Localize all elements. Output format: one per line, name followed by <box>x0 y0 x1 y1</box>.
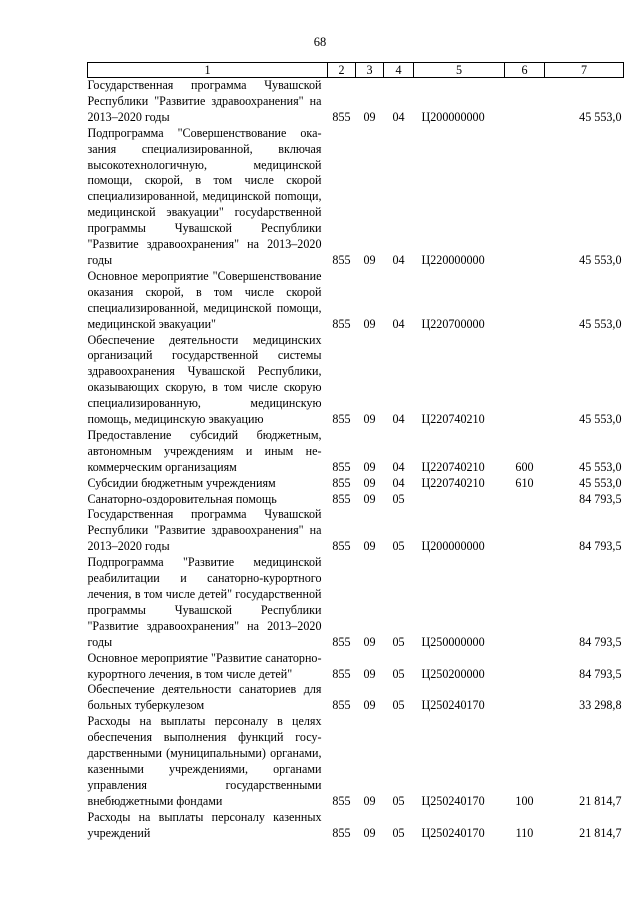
row-expense-type <box>505 126 545 269</box>
row-target-article: Ц250240170 <box>421 793 485 808</box>
table-row <box>88 476 624 492</box>
row-target-article: Ц250240170 <box>421 825 485 840</box>
row-name: Санаторно-оздоровительная помощь <box>87 491 277 506</box>
page-number: 68 <box>313 35 327 49</box>
column-header-6: 6 <box>505 63 545 78</box>
table-row <box>88 269 624 333</box>
row-subsection-code: 04 <box>392 459 405 474</box>
row-amount: 45 553,0 <box>579 412 622 427</box>
row-subsection-code: 04 <box>392 412 405 427</box>
row-name: Обеспечение деятельности санаториев для больных туберкулезом <box>87 682 322 713</box>
row-amount: 84 793,5 <box>579 666 622 681</box>
row-subsection-code: 04 <box>392 109 405 124</box>
row-target-article: Ц220000000 <box>421 252 485 267</box>
row-expense-type <box>505 651 545 683</box>
row-name: Государственная программа Чувашской Республики "Развитие здравоохранения" на 2013–2020 годы <box>87 78 322 124</box>
row-target-article: Ц200000000 <box>421 109 485 124</box>
row-subsection-code: 05 <box>392 825 405 840</box>
row-amount: 84 793,5 <box>579 491 622 506</box>
row-ministry-code: 855 <box>332 252 351 267</box>
table-row <box>88 651 624 683</box>
budget-table <box>87 62 624 842</box>
table-row <box>88 492 624 508</box>
row-section-code: 09 <box>363 634 376 649</box>
row-target-article: Ц250000000 <box>421 634 485 649</box>
row-expense-type <box>505 492 545 508</box>
row-expense-type <box>505 269 545 333</box>
row-name: Предоставление субсидий бюджетным, автономным учреждениям и иным некоммерческим организациям <box>87 427 322 474</box>
row-name: Расходы на выплаты персоналу в целях обеспечения выполнения функций государственными (муниципальными) органами, казенными учреждениями, органами управления государственными внебюджетными фондами <box>87 714 322 808</box>
row-expense-type <box>505 682 545 714</box>
row-ministry-code: 855 <box>332 539 351 554</box>
row-ministry-code: 855 <box>332 459 351 474</box>
row-amount: 45 553,0 <box>579 459 622 474</box>
row-ministry-code: 855 <box>332 316 351 331</box>
row-section-code: 09 <box>363 316 376 331</box>
table-header-row <box>88 63 624 78</box>
row-target-article: Ц250200000 <box>421 666 485 681</box>
table-row <box>88 333 624 428</box>
row-subsection-code: 05 <box>392 793 405 808</box>
row-subsection-code: 05 <box>392 491 405 506</box>
row-amount: 45 553,0 <box>579 316 622 331</box>
row-subsection-code: 05 <box>392 698 405 713</box>
row-target-article: Ц250240170 <box>421 698 485 713</box>
table-row <box>88 555 624 650</box>
row-expense-type <box>505 555 545 650</box>
row-target-article: Ц220740210 <box>421 459 485 474</box>
row-amount: 33 298,8 <box>579 698 622 713</box>
row-target-article: Ц200000000 <box>421 539 485 554</box>
table-row <box>88 428 624 476</box>
column-header-5: 5 <box>414 63 505 78</box>
row-ministry-code: 855 <box>332 475 351 490</box>
row-amount: 84 793,5 <box>579 634 622 649</box>
row-ministry-code: 855 <box>332 491 351 506</box>
table-row <box>88 78 624 126</box>
table-row <box>88 507 624 555</box>
row-section-code: 09 <box>363 698 376 713</box>
row-expense-type: 600 <box>515 459 534 474</box>
row-section-code: 09 <box>363 412 376 427</box>
row-expense-type: 110 <box>515 825 534 840</box>
row-ministry-code: 855 <box>332 825 351 840</box>
row-amount: 21 814,7 <box>579 793 622 808</box>
row-expense-type <box>505 507 545 555</box>
row-name: Расходы на выплаты персоналу казенных учреждений <box>87 809 322 840</box>
row-expense-type: 100 <box>515 793 534 808</box>
row-target-article: Ц220700000 <box>421 316 485 331</box>
column-header-3: 3 <box>356 63 384 78</box>
row-name: Субсидии бюджетным учреждениям <box>87 475 276 490</box>
row-target-article <box>414 492 505 508</box>
row-ministry-code: 855 <box>332 412 351 427</box>
table-row <box>88 126 624 269</box>
row-amount: 45 553,0 <box>579 252 622 267</box>
row-amount: 21 814,7 <box>579 825 622 840</box>
row-section-code: 09 <box>363 252 376 267</box>
row-ministry-code: 855 <box>332 793 351 808</box>
row-name: Государственная программа Чувашской Республики "Развитие здравоохранения" на 2013–2020 годы <box>87 507 322 554</box>
row-expense-type <box>505 78 545 126</box>
row-section-code: 09 <box>363 475 376 490</box>
column-header-7: 7 <box>545 63 624 78</box>
row-subsection-code: 05 <box>392 634 405 649</box>
row-target-article: Ц220740210 <box>421 475 485 490</box>
row-section-code: 09 <box>363 459 376 474</box>
row-ministry-code: 855 <box>332 698 351 713</box>
row-name: Обеспечение деятельности медицинских организаций государственной системы здравоохранения Чувашской Республики, оказывающих скорую, в том числе скорую специализированную, медицинскую помощь, медицинскую эвакуацию <box>87 332 322 427</box>
row-section-code: 09 <box>363 539 376 554</box>
row-amount: 45 553,0 <box>579 475 622 490</box>
row-name: Подпрограмма "Совершенствование оказания специализированной, включая высокотехнологичную, медицинской помощи, скорой, в том числе скорой специализированной, медицинской поmощи, медицинской эвакуации" госуdарственной программы Чувашской Республики "Развитие здравоохранения" на 2013–2020 годы <box>87 125 322 267</box>
row-expense-type <box>505 333 545 428</box>
row-subsection-code: 04 <box>392 316 405 331</box>
row-expense-type: 610 <box>515 475 534 490</box>
row-ministry-code: 855 <box>332 666 351 681</box>
table-row <box>88 810 624 842</box>
row-name: Основное мероприятие "Развитие санаторно-курортного лечения, в том числе детей" <box>87 650 322 681</box>
row-name: Основное мероприятие "Совершенствование оказания скорой, в том числе скорой специализированной, медицинской помощи, медицинской эвакуации" <box>87 268 322 331</box>
row-amount: 84 793,5 <box>579 539 622 554</box>
table-row <box>88 682 624 714</box>
row-name: Подпрограмма "Развитие медицинской реабилитации и санаторно-курортного лечения, в том числе детей" государственной программы Чувашской Республики "Развитие здравоохранения" на 2013–2020 годы <box>87 555 322 649</box>
row-ministry-code: 855 <box>332 109 351 124</box>
row-ministry-code: 855 <box>332 634 351 649</box>
row-section-code: 09 <box>363 109 376 124</box>
row-subsection-code: 04 <box>392 252 405 267</box>
row-subsection-code: 04 <box>392 475 405 490</box>
row-section-code: 09 <box>363 491 376 506</box>
row-section-code: 09 <box>363 666 376 681</box>
row-amount: 45 553,0 <box>579 109 622 124</box>
row-subsection-code: 05 <box>392 539 405 554</box>
table-row <box>88 714 624 809</box>
row-target-article: Ц220740210 <box>421 412 485 427</box>
column-header-1: 1 <box>88 63 328 78</box>
column-header-4: 4 <box>384 63 414 78</box>
row-subsection-code: 05 <box>392 666 405 681</box>
row-section-code: 09 <box>363 825 376 840</box>
column-header-2: 2 <box>328 63 356 78</box>
row-section-code: 09 <box>363 793 376 808</box>
